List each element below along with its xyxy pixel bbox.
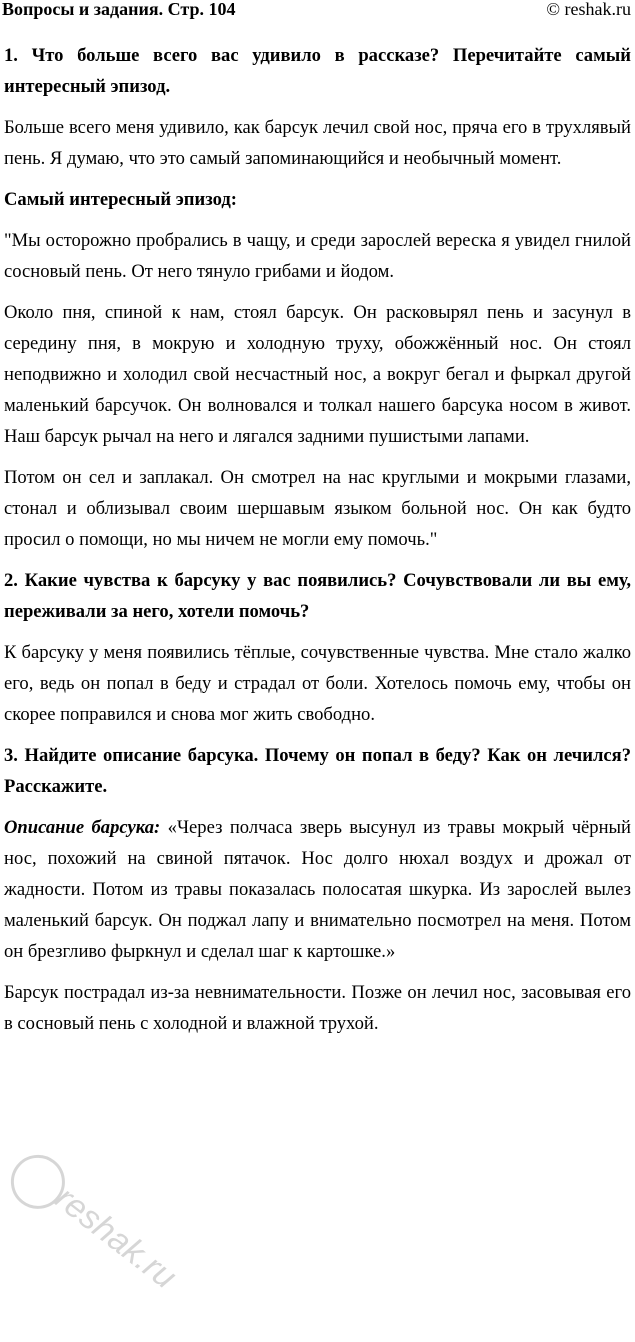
answer-3-description [4,812,631,967]
answer-2: К барсуку у меня появились тёплые, сочувственные чувства. Мне стало жалко его, ведь он попал в беду и страдал от боли. Хотелось помочь ему, чтобы он скорее поправился и снова мог жить свободно. [4,642,631,725]
reshak-watermark [0,1144,184,1334]
copyright-circle-icon [0,1144,76,1220]
question-1: 1. Что больше всего вас удивило в рассказе? Перечитайте самый интересный эпизод. [4,45,631,97]
question-2: 2. Какие чувства к барсуку у вас появились? Сочувствовали ли вы ему, переживали за него, хотели помочь? [4,570,631,622]
answer-3-conclusion: Барсук пострадал из-за невнимательности. Позже он лечил нос, засовывая его в сосновый пень с холодной и влажной трухой. [4,982,631,1034]
page-title: Вопросы и задания. Стр. 104 [2,0,236,19]
watermark-text: reshak.ru [48,1179,184,1297]
question-3: 3. Найдите описание барсука. Почему он попал в беду? Как он лечился? Расскажите. [4,745,631,797]
episode-paragraph-3: Потом он сел и заплакал. Он смотрел на нас круглыми и мокрыми глазами, стонал и облизывал своим шершавым языком больной нос. Он как будто просил о помощи, но мы ничем не могли ему помочь." [4,467,631,550]
episode-paragraph-1: "Мы осторожно пробрались в чащу, и среди зарослей вереска я увидел гнилой сосновый пень. От него тянуло грибами и йодом. [4,230,631,282]
document-body [4,40,631,1049]
episode-paragraph-2: Около пня, спиной к нам, стоял барсук. Он расковырял пень и засунул в середину пня, в мокрую и холодную труху, обожжённый нос. Он стоял неподвижно и холодил свой несчастный нос, а вокруг бегал и фыркал другой маленький барсучок. Он волновался и толкал нашего барсука носом в живот. Наш барсук рычал на него и лягался задними пушистыми лапами. [4,302,631,447]
description-label: Описание барсука: [4,817,161,838]
episode-heading: Самый интересный эпизод: [4,189,237,210]
page-header [0,0,635,22]
answer-1: Больше всего меня удивило, как барсук лечил свой нос, пряча его в трухлявый пень. Я думаю, что это самый запоминающийся и необычный момент. [4,117,631,169]
description-text: «Через полчаса зверь высунул из травы мокрый чёрный нос, похожий на свиной пятачок. Нос долго нюхал воздух и дрожал от жадности. Потом из травы показалась полосатая шкурка. Из зарослей вылез маленький барсук. Он поджал лапу и внимательно посмотрел на меня. Потом он брезгливо фыркнул и сделал шаг к картошке.» [4,817,631,962]
site-copyright[interactable]: © reshak.ru [546,0,631,19]
